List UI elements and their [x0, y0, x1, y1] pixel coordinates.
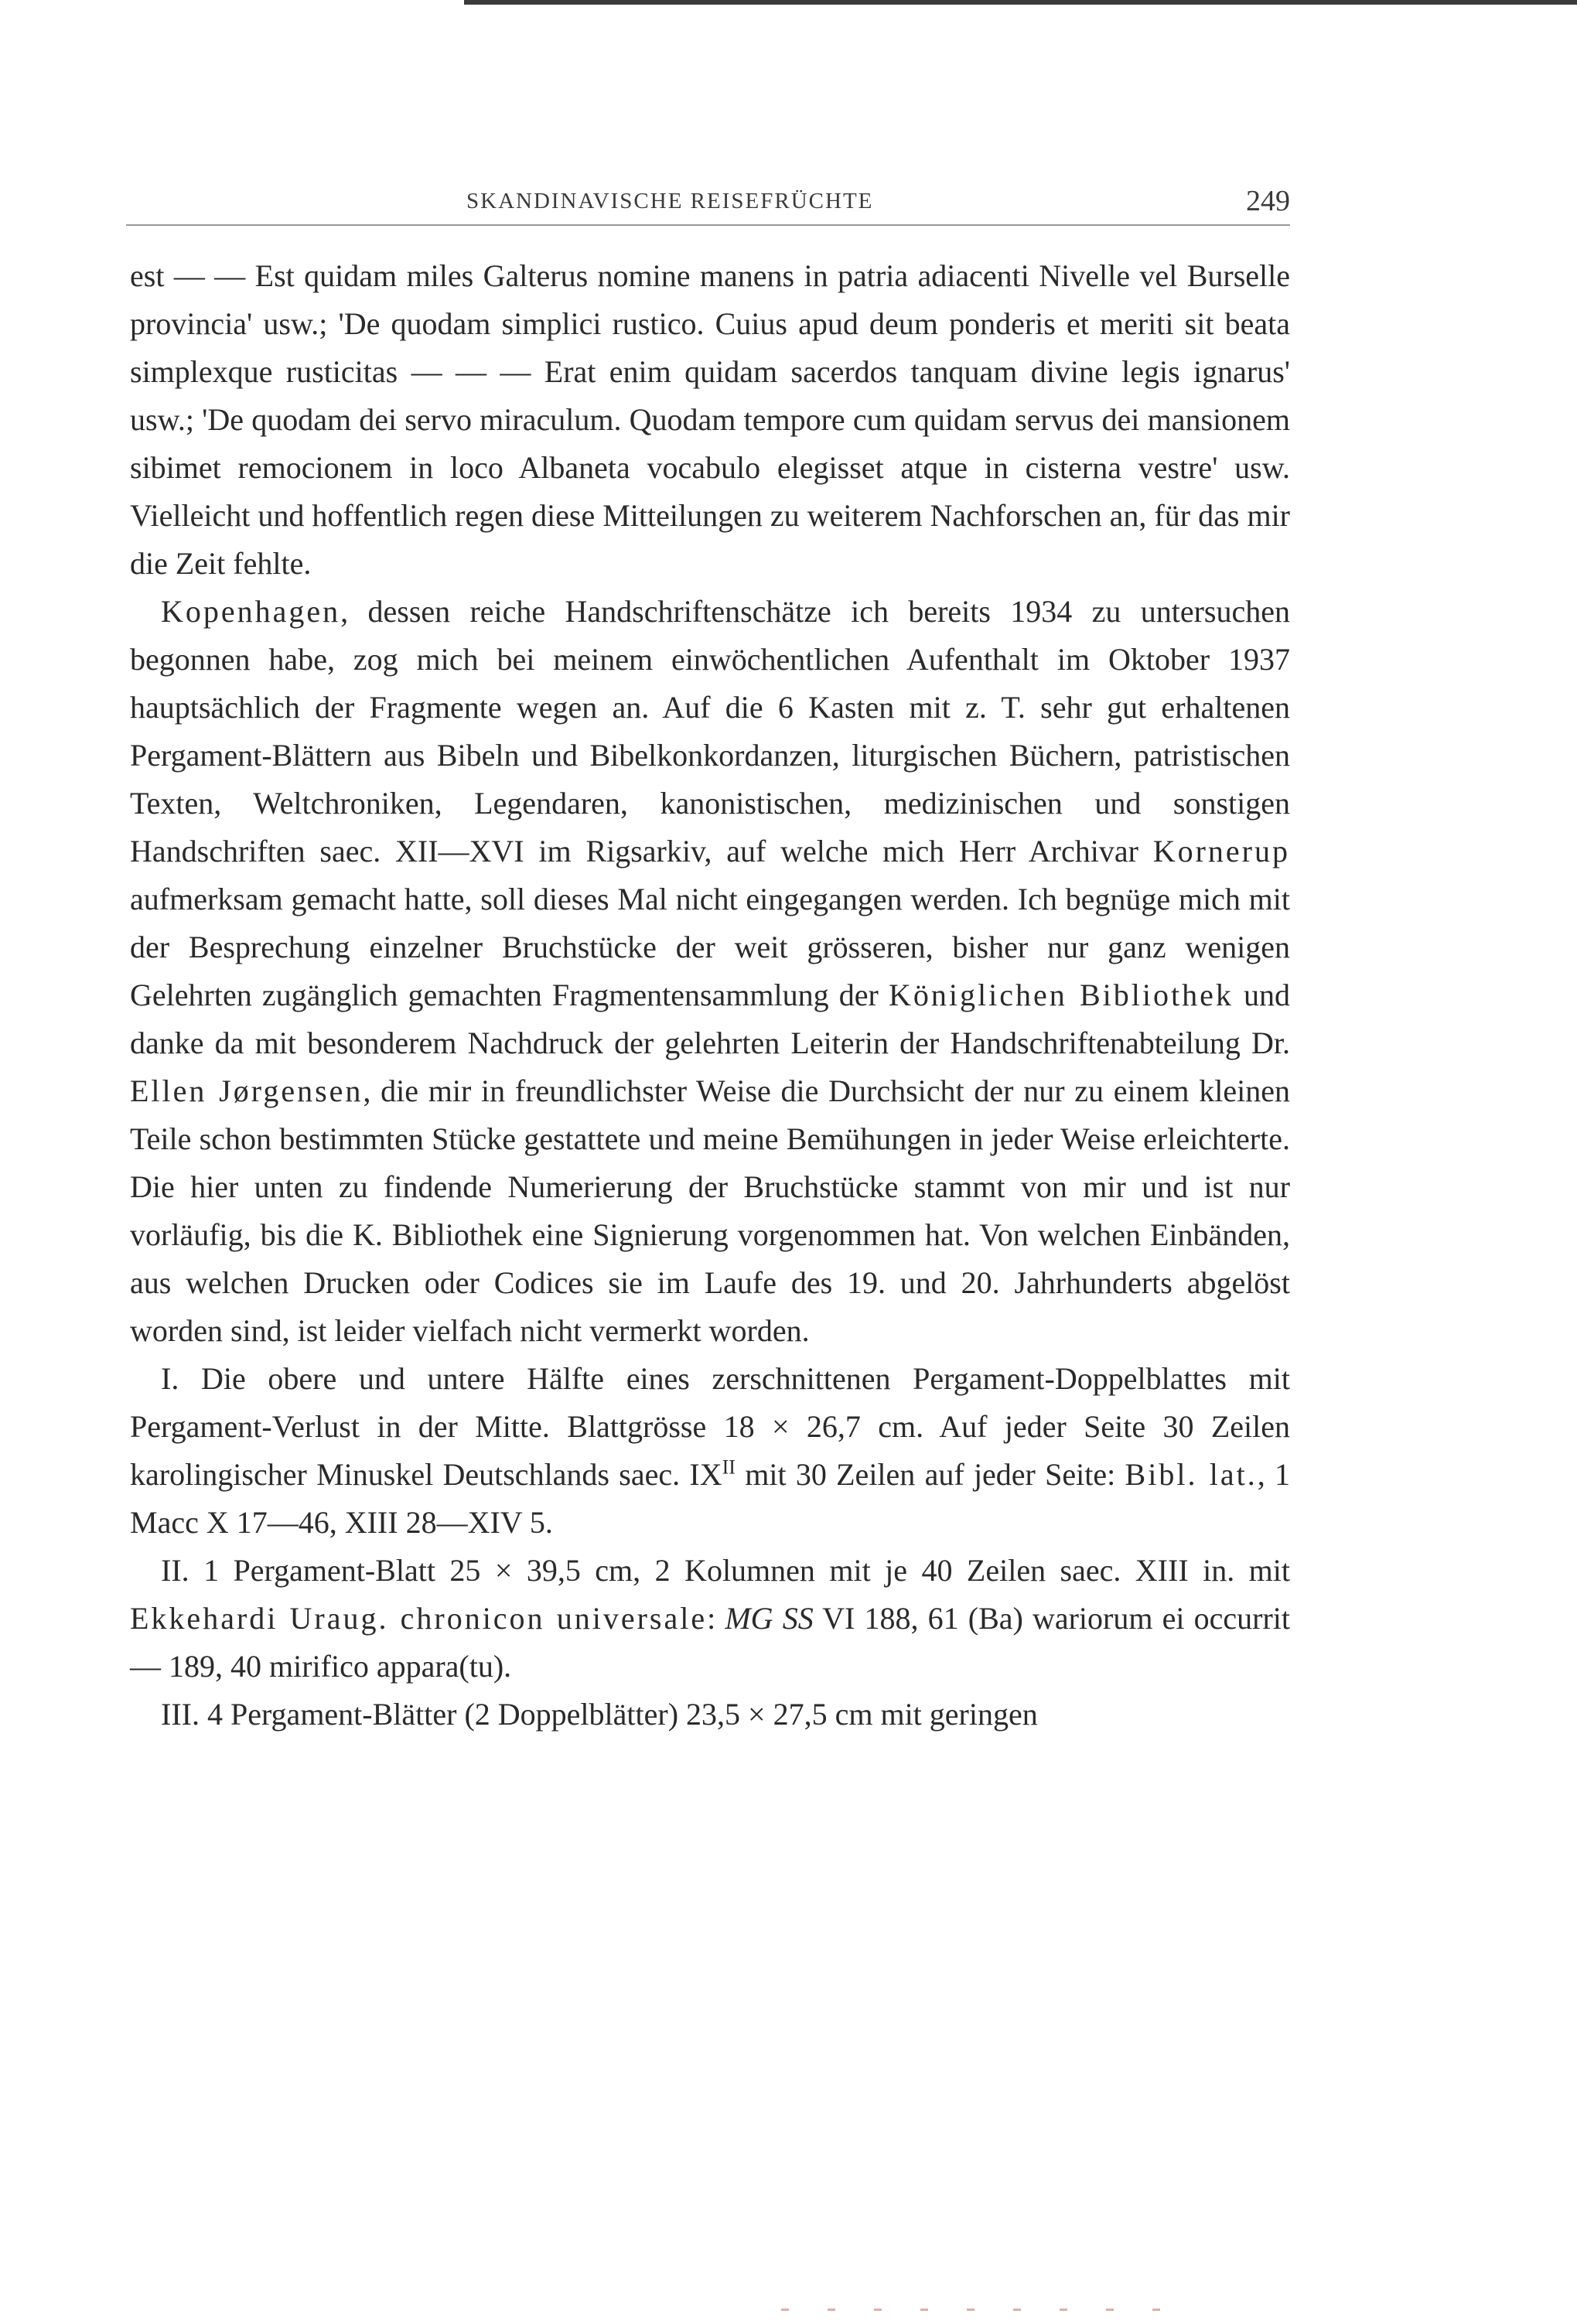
superscript: II: [722, 1455, 736, 1479]
paragraph-1: est — — Est quidam miles Galterus nomine manens in patria adiacenti Nivelle vel Burselle provincia' usw.; 'De quodam simplici rustico. Cuius apud deum ponderis et meriti sit beata simplexque rusticitas — — — Erat enim quidam sacerdos tanquam divine legis ignarus' usw.; 'De quodam dei servo miraculum. Quodam tempore cum quidam servus dei mansionem sibimet remocionem in loco Albaneta vocabulo elegisset atque in cisterna vestre' usw. Vielleicht und hoffentlich regen diese Mitteilungen zu weiterem Nachforschen an, für das mir die Zeit fehlte.: [130, 258, 1290, 581]
series-abbrev: MG SS: [725, 1601, 814, 1636]
paragraph-item-3: III. 4 Pergament-Blätter (2 Doppelblätter) 23,5 × 27,5 cm mit geringen: [161, 1697, 1038, 1732]
top-edge-rule: [464, 0, 1577, 5]
bottom-edge-marks: [781, 2309, 1183, 2311]
paragraph-2: Kopenhagen, dessen reiche Handschriftenschätze ich bereits 1934 zu untersuchen begonnen habe, zog mich bei meinem einwöchentlichen Aufenthalt im Oktober 1937 hauptsächlich der Fragmente wegen an. Auf die 6 Kasten mit z. T. sehr gut erhaltenen Pergament-Blättern aus Bibeln und Bibelkonkordanzen, liturgischen Büchern, patristischen Texten, Weltchroniken, Legendaren, kanonistischen, medizinischen und sonstigen Handschriften saec. XII—XVI im Rigsarkiv, auf welche mich Herr Archivar Kornerup aufmerksam gemacht hatte, soll dieses Mal nicht eingegangen werden. Ich begnüge mich mit der Besprechung einzelner Bruchstücke der weit grösseren, bisher nur ganz wenigen Gelehrten zugänglich gemachten Fragmentensammlung der Königlichen Bibliothek und danke da mit besonderem Nachdruck der gelehrten Leiterin der Handschriftenabteilung Dr. Ellen Jørgensen, die mir in freundlichster Weise die Durchsicht der nur zu einem kleinen Teile schon bestimmten Stücke gestattete und meine Bemühungen in jeder Weise erleichterte. Die hier unten zu findende Numerierung der Bruchstücke stammt von mir und ist nur vorläufig, bis die K. Bibliothek eine Signierung vorgenommen hat. Von welchen Einbänden, aus welchen Drucken oder Codices sie im Laufe des 19. und 20. Jahrhunderts abgelöst worden sind, ist leider vielfach nicht vermerkt worden.: [130, 594, 1291, 1348]
place-name: Kopenhagen: [161, 594, 341, 629]
institution-name: Königlichen Bibliothek: [889, 978, 1234, 1012]
running-title: SKANDINAVISCHE REISEFRÜCHTE: [466, 189, 874, 213]
paragraph-item-2: II. 1 Pergament-Blatt 25 × 39,5 cm, 2 Kolumnen mit je 40 Zeilen saec. XIII in. mit Ekkehardi Uraug. chronicon universale: MG SS VI 188, 61 (Ba) wariorum ei occurrit — 189, 40 mirifico appara(tu).: [130, 1553, 1290, 1684]
body-text: [130, 252, 1290, 1739]
person-name: Kornerup: [1152, 834, 1290, 869]
paragraph-item-1: I. Die obere und untere Hälfte eines zerschnittenen Pergament-Doppelblattes mit Pergament-Verlust in der Mitte. Blattgrösse 18 × 26,7 cm. Auf jeder Seite 30 Zeilen karolingischer Minuskel Deutschlands saec. $IX^{II}$ mit 30 Zeilen auf jeder Seite: Bibl. lat., 1 Macc X 17—46, XIII 28—XIV 5.: [130, 1361, 1291, 1540]
page-number: 249: [1246, 185, 1290, 217]
work-title: Ekkehardi Uraug. chronicon universale: [130, 1601, 708, 1636]
running-header: [126, 185, 1290, 226]
person-name: Ellen Jørgensen: [130, 1073, 364, 1108]
work-title: Bibl. lat.: [1125, 1457, 1258, 1492]
